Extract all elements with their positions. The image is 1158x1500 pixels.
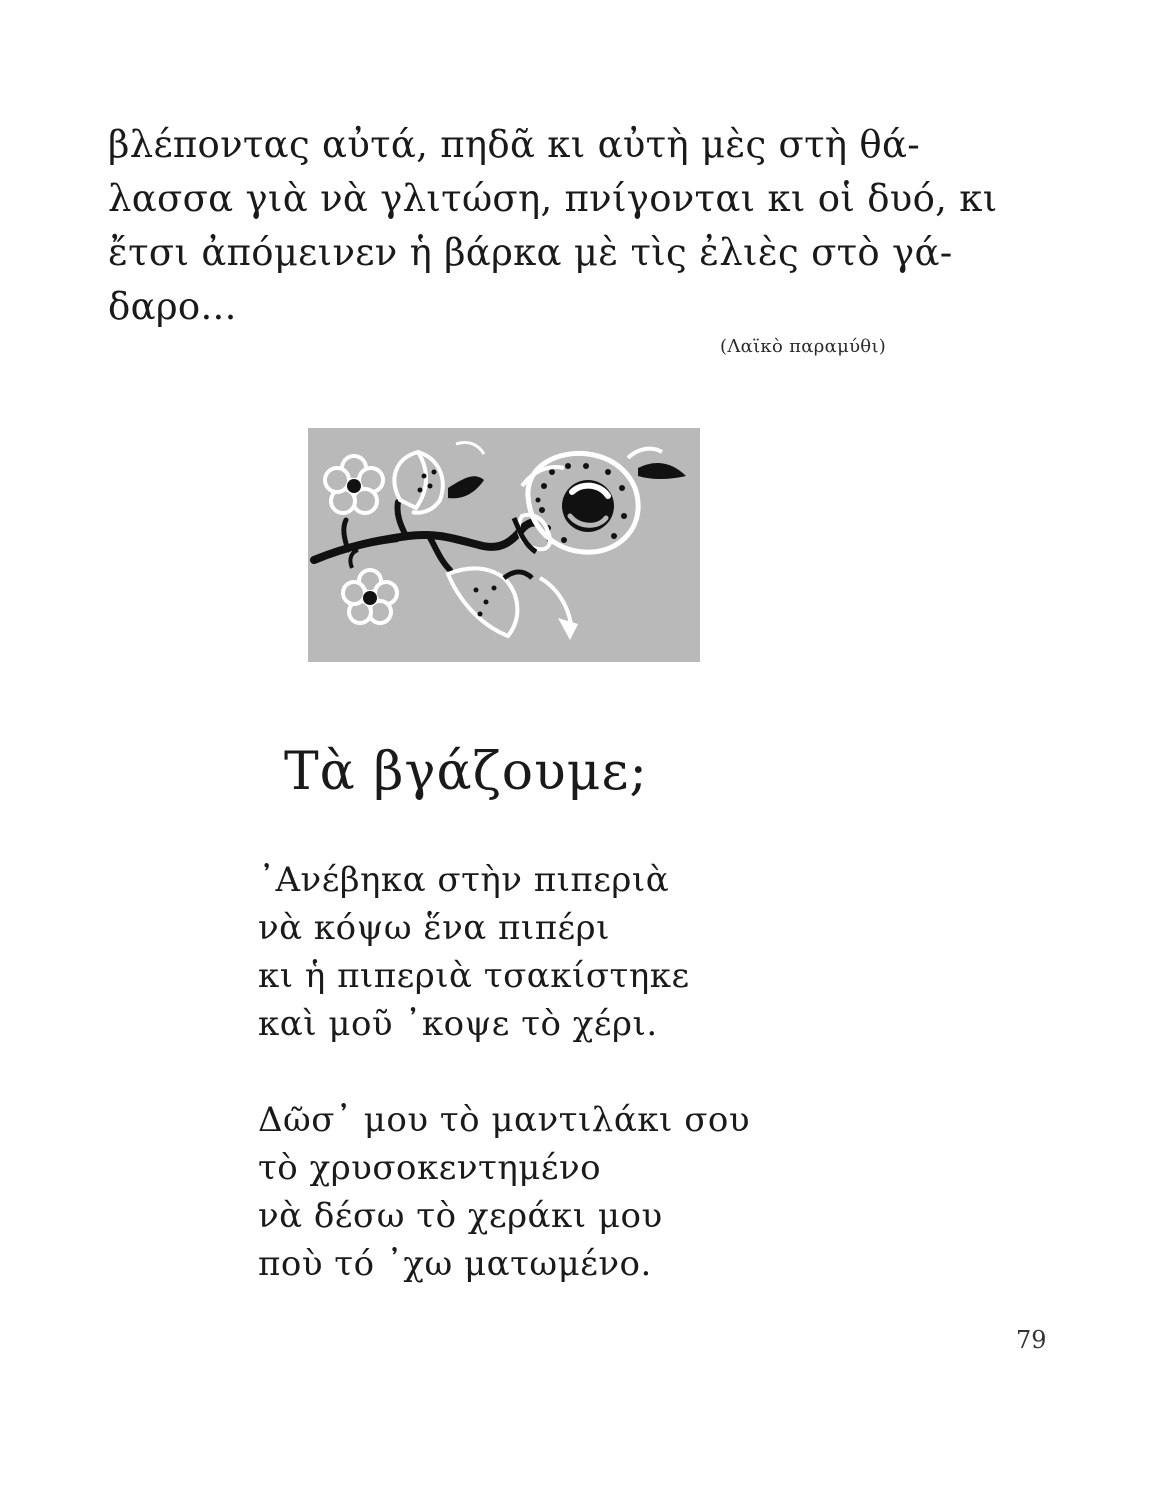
- floral-branch-illustration: [308, 428, 700, 662]
- source-attribution: (Λαϊκὸ παραμύθι): [720, 336, 887, 357]
- verse-line: καὶ μοῦ ᾿κοψε τὸ χέρι.: [258, 1004, 658, 1044]
- page-number: 79: [1016, 1326, 1047, 1354]
- verse-line: νὰ κόψω ἕνα πιπέρι: [258, 908, 610, 948]
- verse-line: ποὺ τό ᾿χω ματωμένο.: [258, 1244, 652, 1284]
- poem-title: Τὰ βγάζουμε;: [284, 742, 648, 802]
- prose-line: ἔτσι ἀπόμεινεν ἡ βάρκα μὲ τὶς ἐλιὲς στὸ γά-: [108, 231, 953, 274]
- prose-paragraph: [108, 118, 998, 334]
- verse-line: κι ἡ πιπεριὰ τσακίστηκε: [258, 956, 690, 996]
- floral-branch-icon: [308, 428, 700, 662]
- verse-line: ᾿Ανέβηκα στὴν πιπεριὰ: [258, 860, 670, 900]
- prose-line: λασσα γιὰ νὰ γλιτώση, πνίγονται κι οἱ δυό, κι: [108, 177, 998, 220]
- verse-line: Δῶσ᾿ μου τὸ μαντιλάκι σου: [258, 1100, 751, 1140]
- poem-stanza: [258, 1096, 750, 1288]
- prose-line: δαρο...: [108, 285, 237, 328]
- prose-line: βλέποντας αὐτά, πηδᾶ κι αὐτὴ μὲς στὴ θά-: [108, 123, 921, 166]
- verse-line: τὸ χρυσοκεντημένο: [258, 1148, 602, 1188]
- verse-line: νὰ δέσω τὸ χεράκι μου: [258, 1196, 663, 1236]
- poem-stanza: [258, 856, 690, 1048]
